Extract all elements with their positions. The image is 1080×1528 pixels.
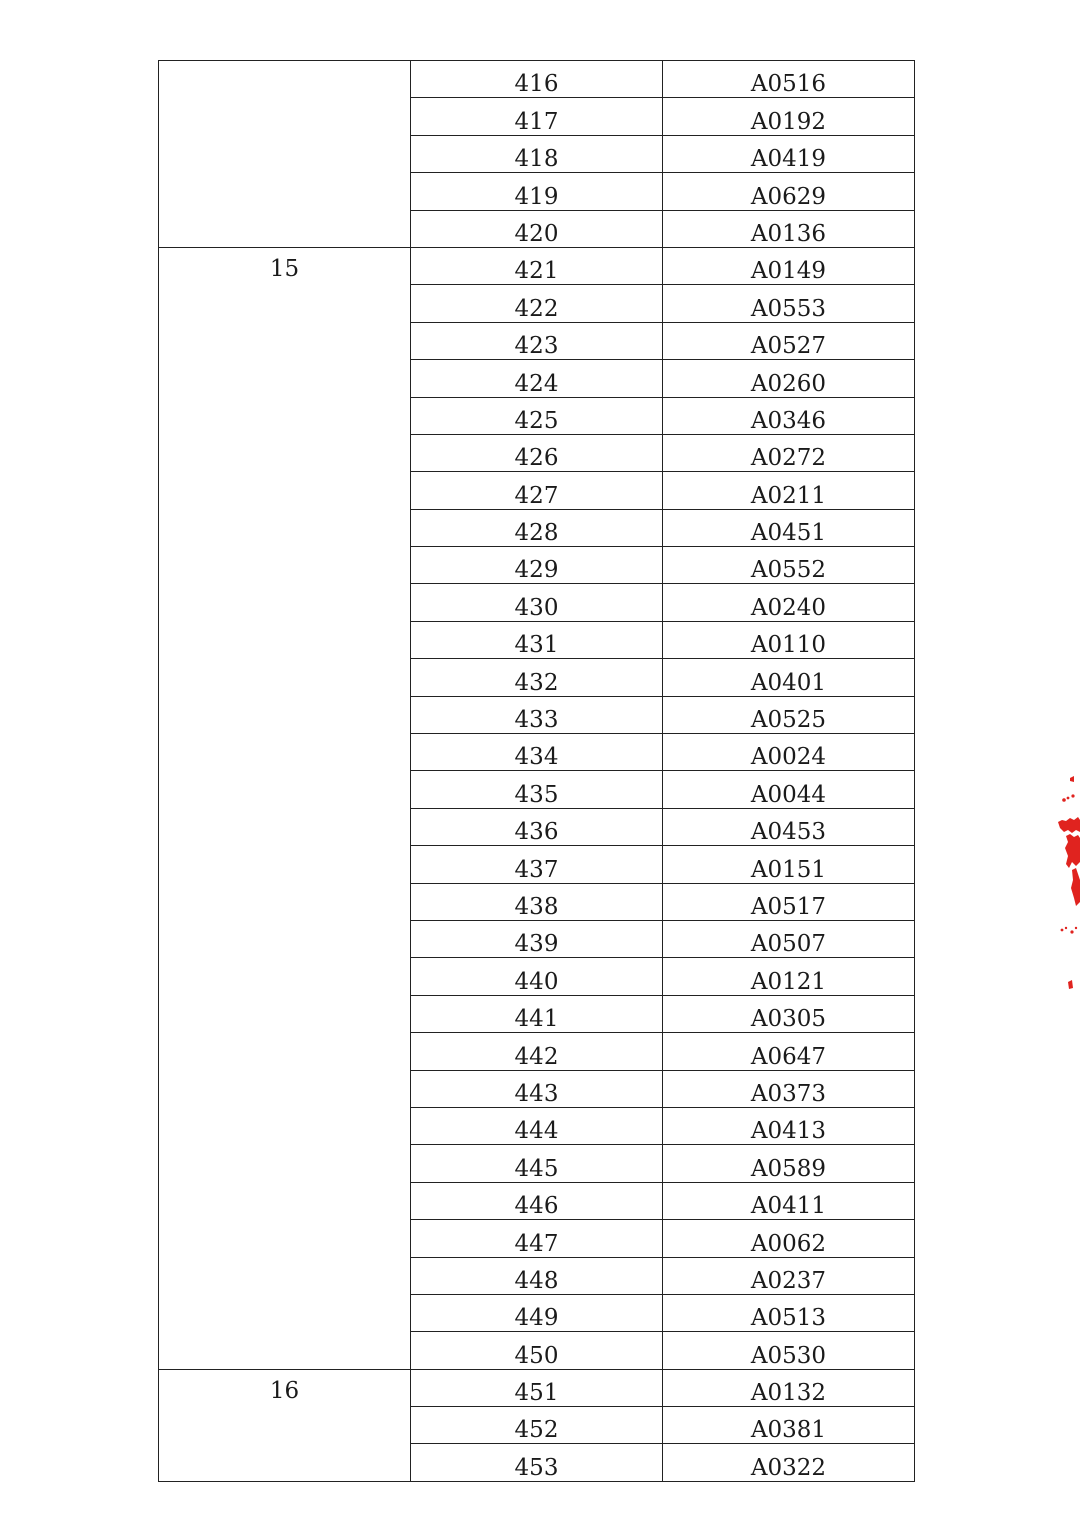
sequence-number-cell: 436	[411, 808, 663, 845]
candidate-code-cell: A0110	[663, 621, 915, 658]
candidate-code-cell: A0151	[663, 846, 915, 883]
sequence-number-cell: 433	[411, 696, 663, 733]
sequence-number-cell: 434	[411, 734, 663, 771]
sequence-number-cell: 437	[411, 846, 663, 883]
sequence-number-cell: 427	[411, 472, 663, 509]
sequence-number-cell: 430	[411, 584, 663, 621]
sequence-number-cell: 438	[411, 883, 663, 920]
candidate-code-cell: A0240	[663, 584, 915, 621]
candidate-code-cell: A0553	[663, 285, 915, 322]
table-row	[159, 61, 915, 98]
candidate-code-cell: A0513	[663, 1294, 915, 1331]
group-number: 16	[269, 1377, 300, 1404]
candidate-code-cell: A0211	[663, 472, 915, 509]
candidate-code-cell: A0136	[663, 210, 915, 247]
candidate-code-cell: A0517	[663, 883, 915, 920]
candidate-code-cell: A0647	[663, 1033, 915, 1070]
sequence-number-cell: 452	[411, 1407, 663, 1444]
candidate-code-cell: A0062	[663, 1220, 915, 1257]
candidate-code-cell: A0121	[663, 958, 915, 995]
candidate-code-cell: A0401	[663, 659, 915, 696]
sequence-number-cell: 425	[411, 397, 663, 434]
sequence-number-cell: 418	[411, 135, 663, 172]
candidate-code-cell: A0507	[663, 920, 915, 957]
candidate-code-cell: A0192	[663, 98, 915, 135]
sequence-number-cell: 443	[411, 1070, 663, 1107]
sequence-number-cell: 422	[411, 285, 663, 322]
candidate-code-cell: A0132	[663, 1369, 915, 1406]
sequence-number-cell: 420	[411, 210, 663, 247]
sequence-number-cell: 435	[411, 771, 663, 808]
candidate-code-cell: A0530	[663, 1332, 915, 1369]
sequence-number-cell: 421	[411, 247, 663, 284]
assignment-table-body	[159, 61, 915, 1482]
sequence-number-cell: 450	[411, 1332, 663, 1369]
sequence-number-cell: 426	[411, 434, 663, 471]
candidate-code-cell: A0260	[663, 360, 915, 397]
candidate-code-cell: A0272	[663, 434, 915, 471]
sequence-number-cell: 440	[411, 958, 663, 995]
sequence-number-cell: 417	[411, 98, 663, 135]
candidate-code-cell: A0453	[663, 808, 915, 845]
sequence-number-cell: 451	[411, 1369, 663, 1406]
candidate-code-cell: A0305	[663, 995, 915, 1032]
candidate-code-cell: A0381	[663, 1407, 915, 1444]
group-number	[159, 61, 410, 69]
group-number-cell	[159, 61, 411, 248]
sequence-number-cell: 419	[411, 173, 663, 210]
assignment-table	[158, 60, 915, 1482]
sequence-number-cell: 439	[411, 920, 663, 957]
sequence-number-cell: 441	[411, 995, 663, 1032]
sequence-number-cell: 449	[411, 1294, 663, 1331]
candidate-code-cell: A0149	[663, 247, 915, 284]
candidate-code-cell: A0237	[663, 1257, 915, 1294]
sequence-number-cell: 423	[411, 322, 663, 359]
candidate-code-cell: A0024	[663, 734, 915, 771]
candidate-code-cell: A0044	[663, 771, 915, 808]
sequence-number-cell: 446	[411, 1182, 663, 1219]
group-number: 15	[269, 255, 300, 282]
candidate-code-cell: A0525	[663, 696, 915, 733]
candidate-code-cell: A0322	[663, 1444, 915, 1481]
candidate-code-cell: A0373	[663, 1070, 915, 1107]
sequence-number-cell: 447	[411, 1220, 663, 1257]
sequence-number-cell: 448	[411, 1257, 663, 1294]
candidate-code-cell: A0589	[663, 1145, 915, 1182]
candidate-code-cell: A0552	[663, 547, 915, 584]
candidate-code-cell: A0527	[663, 322, 915, 359]
sequence-number-cell: 453	[411, 1444, 663, 1481]
sequence-number-cell: 444	[411, 1107, 663, 1144]
sequence-number-cell: 445	[411, 1145, 663, 1182]
candidate-code-cell: A0411	[663, 1182, 915, 1219]
candidate-code-cell: A0419	[663, 135, 915, 172]
sequence-number-cell: 429	[411, 547, 663, 584]
candidate-code-cell: A0516	[663, 61, 915, 98]
stamp-marks	[1058, 776, 1080, 989]
candidate-code-cell: A0629	[663, 173, 915, 210]
sequence-number-cell: 416	[411, 61, 663, 98]
group-number-cell	[159, 247, 411, 1369]
table-row	[159, 247, 915, 284]
red-seal-stamp-fragment	[1056, 770, 1080, 1000]
sequence-number-cell: 442	[411, 1033, 663, 1070]
sequence-number-cell: 431	[411, 621, 663, 658]
candidate-code-cell: A0346	[663, 397, 915, 434]
group-number-cell	[159, 1369, 411, 1481]
candidate-code-cell: A0413	[663, 1107, 915, 1144]
sequence-number-cell: 432	[411, 659, 663, 696]
sequence-number-cell: 424	[411, 360, 663, 397]
sequence-number-cell: 428	[411, 509, 663, 546]
table-row	[159, 1369, 915, 1406]
candidate-code-cell: A0451	[663, 509, 915, 546]
